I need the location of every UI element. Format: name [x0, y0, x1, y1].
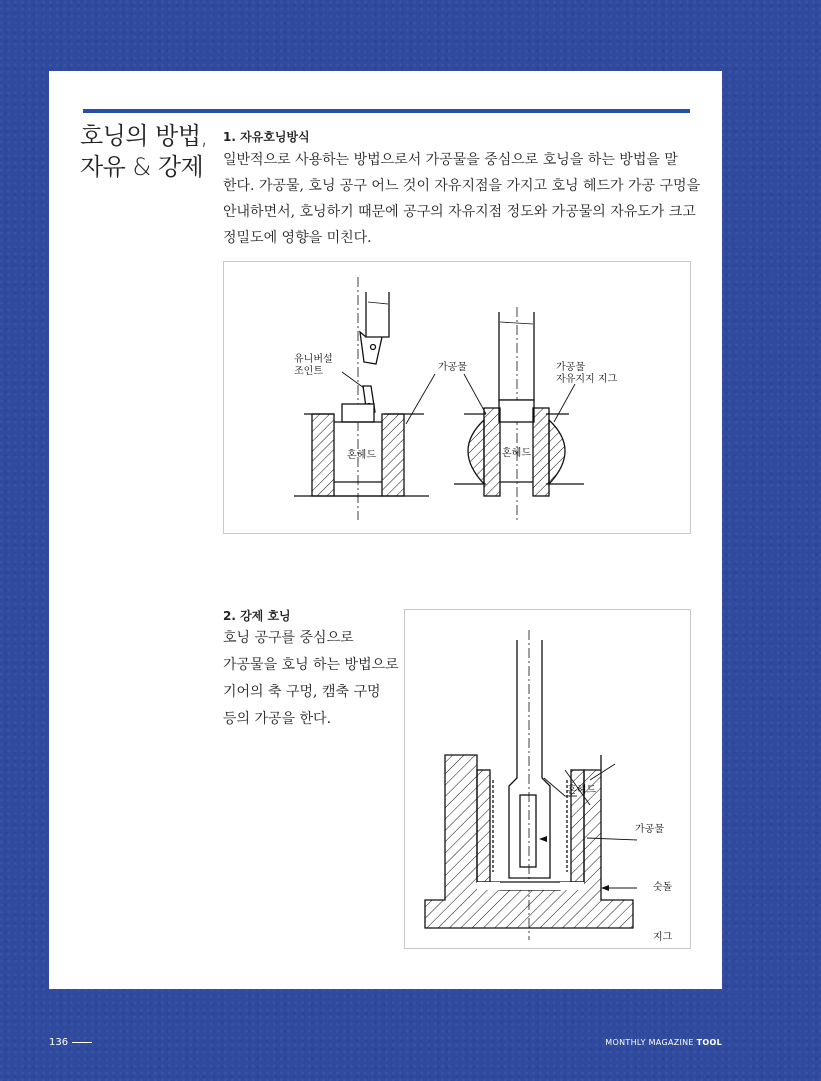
- label-universal-joint-2: 조인트: [294, 366, 323, 377]
- label-hone-head-left: 혼헤드: [347, 450, 376, 461]
- section2-body: [223, 625, 413, 733]
- section2-line: 기어의 축 구멍, 캠축 구멍: [223, 684, 381, 700]
- label-workpiece: 가공물: [438, 362, 467, 373]
- magazine-prefix: MONTHLY MAGAZINE: [605, 1038, 697, 1047]
- section1-heading: 1. 자유호닝방식: [223, 130, 310, 144]
- magazine-page: [49, 71, 722, 989]
- label-jig-1: 가공물: [556, 362, 585, 373]
- section1-line: 정밀도에 영향을 미친다.: [223, 230, 372, 246]
- label-jig-2: 자유지지 지그: [556, 374, 618, 385]
- page-number-text: 136: [49, 1037, 69, 1048]
- label-universal-joint: 유니버설: [294, 354, 333, 365]
- title-line-2: 자유 & 강제: [80, 153, 204, 181]
- page-number-dash: [72, 1042, 92, 1043]
- label-hone-head: 혼헤드: [567, 785, 596, 796]
- magazine-credit: [605, 1038, 722, 1047]
- accent-rule: [83, 109, 690, 113]
- section2-line: 가공물을 호닝 하는 방법으로: [223, 657, 399, 673]
- section1-body: [223, 147, 701, 251]
- label-hone-head-right: 혼헤드: [502, 448, 531, 459]
- section2-heading: 2. 강제 호닝: [223, 609, 291, 623]
- section1-line: 일반적으로 사용하는 방법으로서 가공물을 중심으로 호닝을 하는 방법을 말: [223, 152, 678, 168]
- section1-line: 한다. 가공물, 호닝 공구 어느 것이 자유지점을 가지고 호닝 헤드가 가공 구멍을: [223, 178, 701, 194]
- forced-honing-diagram: [405, 610, 690, 948]
- section2-line: 등의 가공을 한다.: [223, 711, 332, 727]
- article-title: [80, 121, 230, 183]
- free-honing-figure: [223, 261, 691, 534]
- label-jig: 지그: [653, 932, 673, 943]
- page-number: [49, 1037, 92, 1048]
- forced-honing-figure: [404, 609, 691, 949]
- label-workpiece-2: 가공물: [635, 824, 664, 835]
- label-stone: 숫돌: [653, 882, 673, 893]
- section1-line: 안내하면서, 호닝하기 때문에 공구의 자유지점 정도와 가공물의 자유도가 크고: [223, 204, 696, 220]
- section2-line: 호닝 공구를 중심으로: [223, 630, 354, 646]
- magazine-name: TOOL: [696, 1038, 722, 1047]
- title-line-1: 호닝의 방법,: [80, 122, 208, 150]
- free-honing-diagram: [224, 262, 690, 533]
